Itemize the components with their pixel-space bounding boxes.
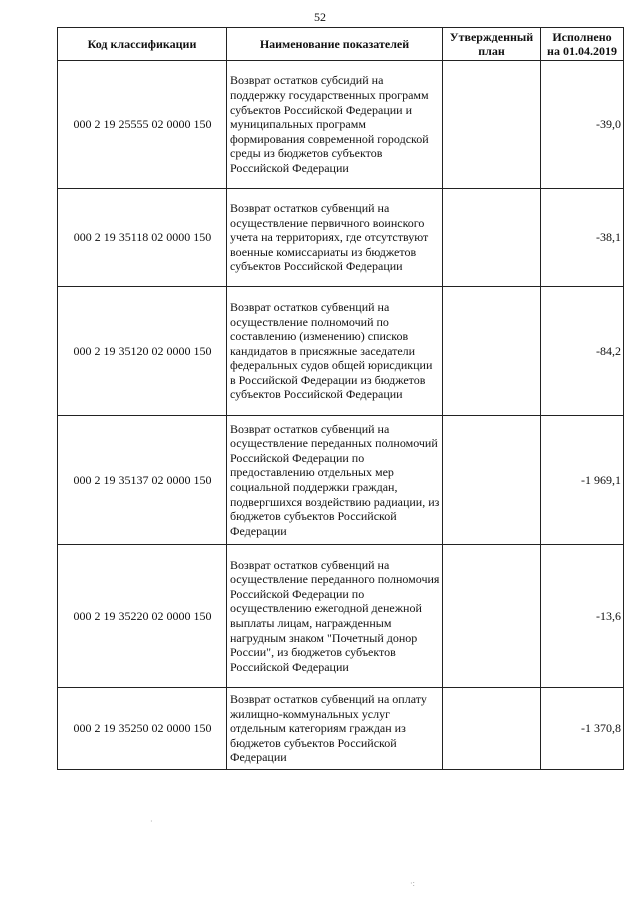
header-classification-code: Код классификации [58,28,227,61]
header-executed-line1: Исполнено [552,30,612,44]
scan-speck: · [150,817,153,826]
scan-speck: ·: [410,879,415,888]
header-executed [541,28,624,61]
row-executed: -13,6 [541,545,624,688]
table-header-row [58,28,624,61]
row-name: Возврат остатков субсидий на поддержку государственных программ субъектов Российской Федерации и муниципальных программ формирования современной городской среды из бюджетов субъектов Российской Федерации [227,61,443,189]
row-executed: -1 370,8 [541,688,624,770]
row-code: 000 2 19 35120 02 0000 150 [58,287,227,416]
header-executed-line2: на 01.04.2019 [547,44,617,58]
header-approved-plan-line1: Утвержденный [449,30,534,44]
header-indicator-name: Наименование показателей [227,28,443,61]
table-row [58,287,624,416]
header-approved-plan [443,28,541,61]
row-code: 000 2 19 25555 02 0000 150 [58,61,227,189]
table-row [58,61,624,189]
row-executed: -38,1 [541,189,624,287]
table-row [58,189,624,287]
page-number: 52 [314,10,326,24]
table-row [58,416,624,545]
row-name: Возврат остатков субвенций на осуществление первичного воинского учета на территориях, где отсутствуют военные комиссариаты из бюджетов субъектов Российской Федерации [227,189,443,287]
row-plan [443,189,541,287]
row-plan [443,287,541,416]
header-approved-plan-line2: план [478,44,505,58]
row-name: Возврат остатков субвенций на осуществление переданного полномочия Российской Федерации по осуществлению ежегодной денежной выплаты лицам, награжденным нагрудным знаком "Почетный донор России", из бюджетов субъектов Российской Федерации [227,545,443,688]
table-row [58,688,624,770]
row-executed: -84,2 [541,287,624,416]
row-name: Возврат остатков субвенций на осуществление переданных полномочий Российской Федерации по предоставлению отдельных мер социальной поддержки граждан, подвергшихся воздействию радиации, из бюджетов субъектов Российской Федерации [227,416,443,545]
row-name: Возврат остатков субвенций на осуществление полномочий по составлению (изменению) списков кандидатов в присяжные заседатели федеральных судов общей юрисдикции в Российской Федерации из бюджетов субъектов Российской Федерации [227,287,443,416]
row-executed: -1 969,1 [541,416,624,545]
row-executed: -39,0 [541,61,624,189]
budget-execution-table [57,27,624,770]
row-plan [443,688,541,770]
row-plan [443,416,541,545]
row-code: 000 2 19 35250 02 0000 150 [58,688,227,770]
row-plan [443,545,541,688]
row-code: 000 2 19 35118 02 0000 150 [58,189,227,287]
row-code: 000 2 19 35220 02 0000 150 [58,545,227,688]
row-name: Возврат остатков субвенций на оплату жилищно-коммунальных услуг отдельным категориям граждан из бюджетов субъектов Российской Федерации [227,688,443,770]
table-row [58,545,624,688]
row-code: 000 2 19 35137 02 0000 150 [58,416,227,545]
row-plan [443,61,541,189]
